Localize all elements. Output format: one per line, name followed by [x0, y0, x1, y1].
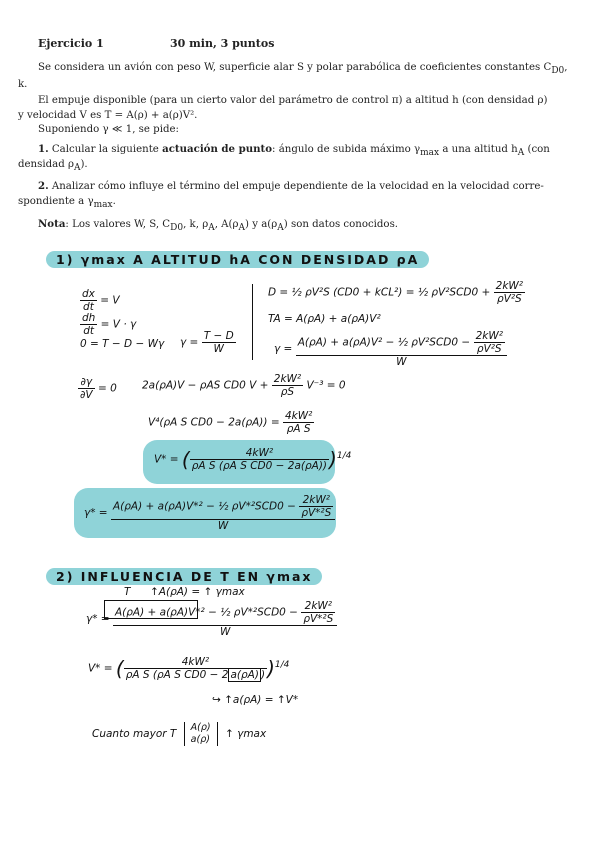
thrust-line-2: y velocidad V es T = A(ρ) + a(ρ)V².	[18, 110, 198, 121]
eq-thrust: TA = A(ρA) + a(ρA)V²	[268, 313, 381, 325]
conclusion: Cuanto mayor T A(ρ) a(ρ) ↑ γmax	[92, 722, 267, 745]
question-2: 2. Analizar cómo influye el término del empuje dependiente de la velocidad en la velocidad corre-	[38, 180, 544, 192]
question-2-line-2: spondiente a $\gamma_{max}$.	[18, 196, 116, 211]
eq-dxdt: $\frac{dx}{dt}$ = V	[82, 288, 120, 313]
section-2-heading: 2) INFLUENCIA DE T EN γmax	[46, 568, 322, 585]
eq-drag: D = ½ ρV²S (CD0 + kCL²) = ½ ρV²SCD0 + $\frac{\text{2kW²}}{\text{ρV²S}}$	[268, 280, 524, 305]
intro-line-2: k.	[18, 79, 28, 90]
v-arrow-note: ↪ ↑a(ρA) = ↑V*	[212, 694, 299, 706]
eq-dhdt: $\frac{dh}{dt}$ = V · γ	[82, 312, 137, 337]
exercise-title: Ejercicio 1	[38, 37, 104, 50]
eq-derivative-lhs: $\frac{\partial\gamma}{\partial V}$ = 0	[80, 376, 117, 401]
note: Nota: Los valores W, S, $C_{D0}$, k, $\rho_A$, $A(\rho_A)$ y $a(\rho_A)$ son datos conocidos.	[38, 218, 399, 234]
eq-gamma-expanded: γ = A(ρA) + a(ρA)V² − ½ ρV²SCD0 − $\frac{\text{2kW²}}{\text{ρV²S}}$ W	[274, 330, 507, 368]
eq-derivative: 2a(ρA)V − ρAS CD0 V + $\frac{\text{2kW²}}{\rho S}$ V⁻³ = 0	[142, 373, 346, 398]
exercise-meta: 30 min, 3 puntos	[170, 37, 275, 50]
question-1-line-2: densidad $\rho_A$).	[18, 159, 88, 174]
question-1: 1. Calcular la siguiente actuación de punto: ángulo de subida máximo $\gamma_{max}$ a una altitud $h_A$ (con	[38, 143, 550, 159]
t-label: T	[124, 586, 131, 598]
thrust-line-1: El empuje disponible (para un cierto valor del parámetro de control π) a altitud h (con densidad ρ)	[38, 95, 548, 106]
t-arrow-note: ↑A(ρA) = ↑ γmax	[150, 586, 245, 598]
assumption: Suponiendo γ ≪ 1, se pide:	[38, 124, 179, 135]
brace-divider	[252, 284, 253, 360]
eq-gamma-star: γ* = A(ρA) + a(ρA)V*² − ½ ρV*²SCD0 − $\frac{\text{2kW²}}{\text{ρV*²S}}$ W	[84, 494, 335, 532]
eq-gamma-def: γ = $\frac{T - D}{W}$	[180, 330, 234, 355]
section-1-heading: 1) γmax A ALTITUD hA CON DENSIDAD ρA	[46, 251, 429, 268]
eq-gamma-star-2: γ* = A(ρA) + a(ρA)V*² − ½ ρV*²SCD0 − $\frac{\text{2kW²}}{\text{ρV*²S}}$ W	[86, 600, 337, 638]
eq-force-balance: 0 = T − D − Wγ	[80, 338, 165, 350]
eq-v4: V⁴(ρA S CD0 − 2a(ρA)) = $\frac{\text{4kW²}}{\text{ρA S}}$	[148, 410, 313, 435]
intro-line-1: Se considera un avión con peso W, superficie alar S y polar parabólica de coeficientes constantes $C_{D0}$,	[38, 62, 568, 77]
eq-vstar-2: V* = ( $\frac{\text{4kW²}}{\text{ρA S (ρA S CD0 − 2 a(ρA) )}}$ )$^{1/4}$	[88, 656, 290, 681]
eq-vstar: V* = ( $\frac{\text{4kW²}}{\text{ρA S (ρA S CD0 − 2a(ρA))}}$ )$^{1/4}$	[154, 447, 352, 472]
